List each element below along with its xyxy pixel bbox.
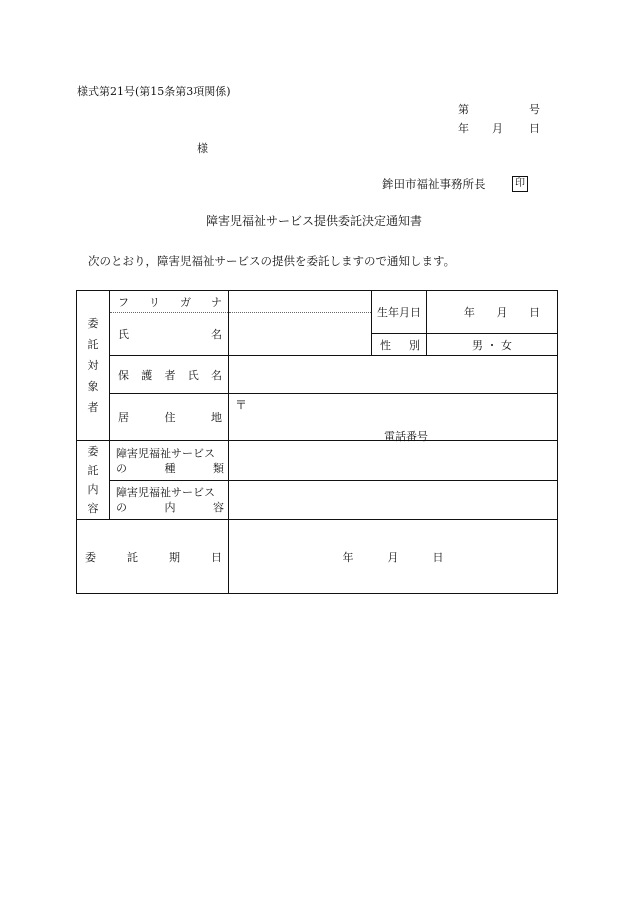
address-label: 居 住 地 bbox=[110, 394, 229, 441]
furigana-label: フ リ ガ ナ bbox=[110, 291, 229, 313]
name-label: 氏 名 bbox=[110, 313, 229, 356]
name-field[interactable] bbox=[229, 313, 372, 356]
period-label: 委 託 期 日 bbox=[77, 520, 229, 594]
service-content-field[interactable] bbox=[229, 481, 558, 520]
subject-group-label: 委 託 対 象 者 bbox=[77, 291, 110, 441]
issue-date-day: 日 bbox=[529, 122, 540, 135]
document-title: 障害児福祉サービス提供委託決定通知書 bbox=[206, 214, 423, 228]
address-field[interactable] bbox=[229, 394, 558, 441]
form-number: 様式第21号(第15条第3項関係) bbox=[77, 85, 231, 98]
service-content-label: 障害児福祉サービス の 内 容 bbox=[110, 481, 229, 520]
issue-date-month: 月 bbox=[492, 122, 503, 135]
notification-form-table bbox=[76, 290, 558, 594]
issue-date-year: 年 bbox=[458, 122, 469, 135]
intro-text: 次のとおり，障害児福祉サービスの提供を委託しますので通知します。 bbox=[88, 254, 456, 268]
issuer-name: 鉾田市福祉事務所長 bbox=[382, 177, 486, 191]
guardian-name-field[interactable] bbox=[229, 356, 558, 394]
document-number-label: 第 bbox=[458, 103, 469, 116]
service-type-label: 障害児福祉サービス の 種 類 bbox=[110, 441, 229, 481]
addressee-suffix: 様 bbox=[197, 142, 208, 155]
postal-mark: 〒 bbox=[235, 398, 248, 412]
guardian-name-label: 保 護 者 氏 名 bbox=[110, 356, 229, 394]
birthdate-field[interactable]: 年 月 日 bbox=[427, 291, 558, 334]
period-field[interactable]: 年 月 日 bbox=[229, 520, 558, 594]
sex-options[interactable]: 男 ・ 女 bbox=[427, 334, 558, 356]
furigana-field[interactable] bbox=[229, 291, 372, 313]
service-type-field[interactable] bbox=[229, 441, 558, 481]
seal-stamp: 印 bbox=[512, 176, 528, 192]
sex-label: 性 別 bbox=[372, 334, 427, 356]
birthdate-label: 生年月日 bbox=[372, 291, 427, 334]
content-group-label: 委 託 内 容 bbox=[77, 441, 110, 520]
document-number-suffix: 号 bbox=[529, 103, 540, 116]
phone-label: 電話番号 bbox=[384, 430, 428, 443]
